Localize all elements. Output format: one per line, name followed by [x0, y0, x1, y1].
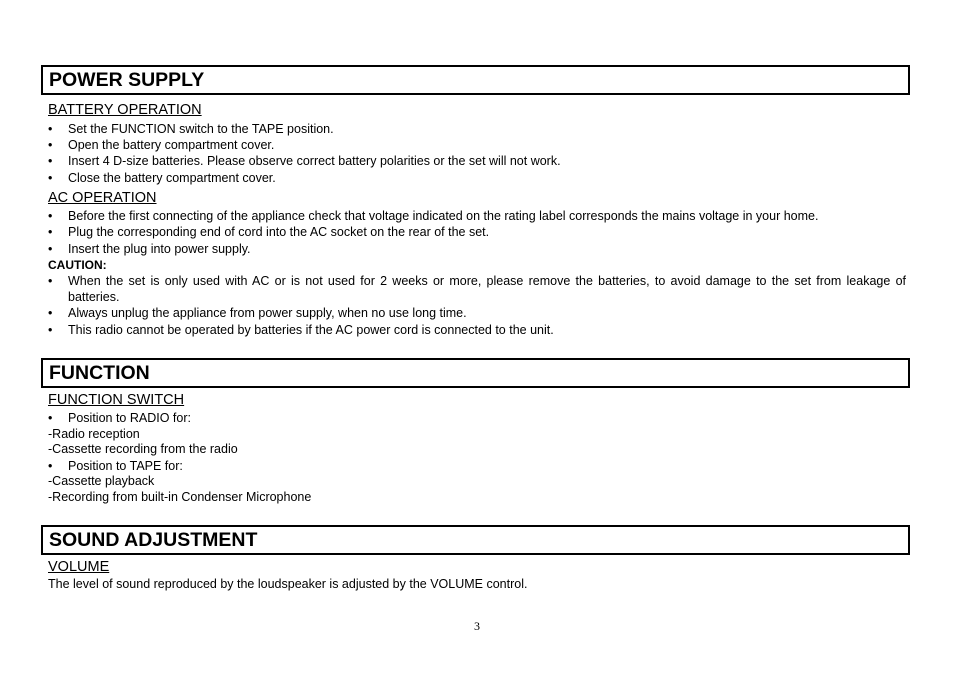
list-item: • Plug the corresponding end of cord into the AC socket on the rear of the set.: [48, 225, 490, 239]
caution-label: CAUTION:: [48, 258, 107, 272]
bullet-icon: •: [48, 411, 53, 425]
bullet-icon: •: [48, 274, 53, 288]
list-item: • When the set is only used with AC or is not used for 2 weeks or more, please remove the batteries, to avoid damage to the set from leakage of batteries.: [48, 274, 906, 304]
bullet-icon: •: [48, 154, 53, 168]
list-item: • Position to RADIO for:: [48, 411, 191, 425]
page-number: 3: [474, 619, 480, 633]
bullet-icon: •: [48, 459, 53, 473]
list-item: • Always unplug the appliance from power supply, when no use long time.: [48, 306, 467, 320]
bullet-icon: •: [48, 209, 53, 223]
radio-line-2: -Cassette recording from the radio: [48, 442, 238, 456]
function-header: FUNCTION: [41, 358, 910, 388]
bullet-icon: •: [48, 171, 53, 185]
tape-line-1: -Cassette playback: [48, 474, 155, 488]
bullet-icon: •: [48, 242, 53, 256]
list-item: • Insert the plug into power supply.: [48, 242, 251, 256]
list-item: • Insert 4 D-size batteries. Please observe correct battery polarities or the set will not work.: [48, 154, 561, 168]
list-item: • This radio cannot be operated by batteries if the AC power cord is connected to the unit.: [48, 323, 554, 337]
list-item: • Close the battery compartment cover.: [48, 171, 276, 185]
bullet-icon: •: [48, 225, 53, 239]
bullet-icon: •: [48, 138, 53, 152]
volume-title: VOLUME: [48, 559, 110, 575]
battery-operation-title: BATTERY OPERATION: [48, 102, 202, 118]
list-item: • Before the first connecting of the appliance check that voltage indicated on the rating label corresponds the mains voltage in your home.: [48, 209, 819, 223]
bullet-icon: •: [48, 306, 53, 320]
list-item: • Position to TAPE for:: [48, 459, 183, 473]
power-supply-header: POWER SUPPLY: [41, 65, 910, 95]
function-switch-title: FUNCTION SWITCH: [48, 392, 185, 408]
list-item: • Set the FUNCTION switch to the TAPE position.: [48, 122, 334, 136]
ac-operation-title: AC OPERATION: [48, 190, 157, 206]
tape-line-2: -Recording from built-in Condenser Microphone: [48, 490, 312, 504]
list-item: • Open the battery compartment cover.: [48, 138, 275, 152]
bullet-icon: •: [48, 122, 53, 136]
volume-text: The level of sound reproduced by the loudspeaker is adjusted by the VOLUME control.: [48, 577, 528, 591]
bullet-icon: •: [48, 323, 53, 337]
radio-line-1: -Radio reception: [48, 427, 140, 441]
sound-adjustment-header: SOUND ADJUSTMENT: [41, 525, 910, 555]
